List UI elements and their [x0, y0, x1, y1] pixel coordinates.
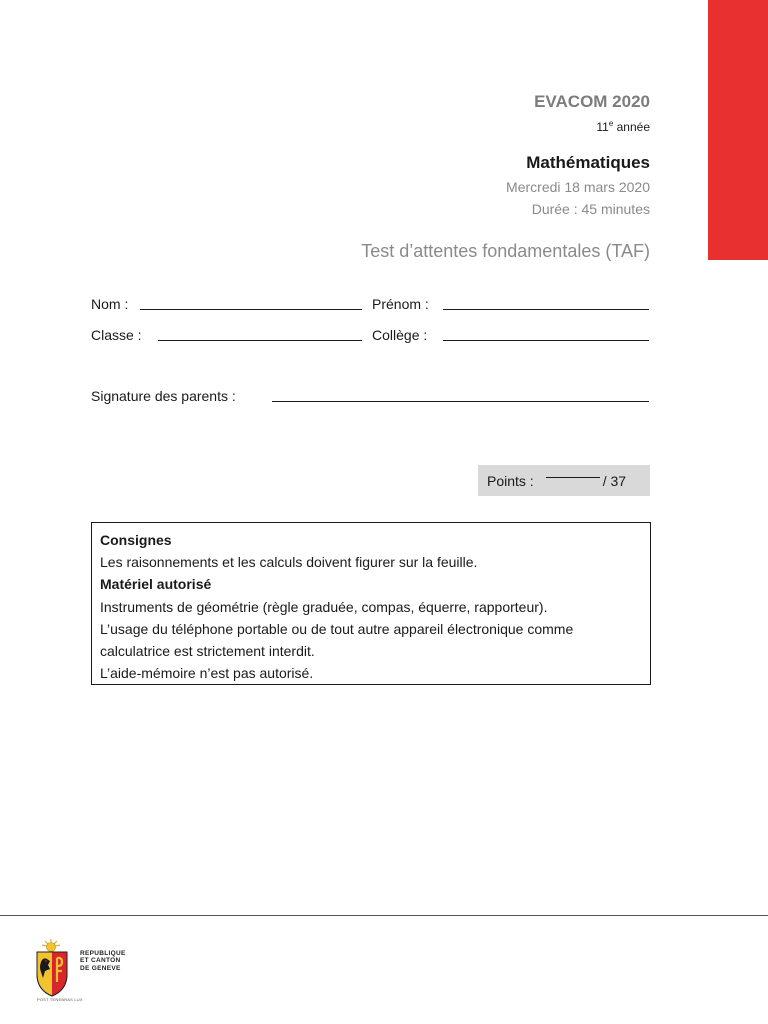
red-accent-tab	[708, 0, 768, 260]
prenom-line[interactable]	[443, 309, 649, 310]
college-label: Collège :	[372, 327, 428, 343]
nom-field[interactable]	[91, 296, 128, 312]
signature-field[interactable]	[91, 388, 236, 404]
logo-line: REPUBLIQUE	[80, 950, 126, 957]
instruction-line: calculatrice est strictement interdit.	[100, 643, 315, 660]
exam-title: EVACOM 2020	[534, 92, 650, 111]
logo-text	[80, 950, 126, 972]
instructions-heading: Consignes	[100, 532, 172, 548]
instruction-line: Instruments de géométrie (règle graduée, compas, équerre, rapporteur).	[100, 598, 548, 615]
college-field[interactable]	[372, 327, 427, 343]
classe-field[interactable]	[91, 327, 142, 343]
points-total: / 37	[602, 472, 627, 489]
exam-duration: Durée : 45 minutes	[531, 201, 650, 217]
grade-level	[596, 119, 650, 134]
logo-line: ET CANTON	[80, 957, 121, 965]
nom-label: Nom :	[91, 296, 129, 312]
logo-line: DE GENEVE	[80, 964, 121, 972]
subject-title: Mathématiques	[526, 153, 650, 172]
classe-label: Classe :	[91, 327, 142, 343]
instruction-line: L’aide-mémoire n’est pas autorisé.	[100, 665, 314, 682]
prenom-label: Prénom :	[372, 296, 429, 312]
logo-motto: POST TENEBRAS LUX	[37, 997, 83, 1002]
test-name: Test d’attentes fondamentales (TAF)	[361, 241, 650, 261]
exam-date: Mercredi 18 mars 2020	[506, 179, 650, 195]
footer-divider	[0, 915, 768, 916]
signature-label: Signature des parents :	[91, 388, 236, 404]
college-line[interactable]	[443, 340, 649, 341]
classe-line[interactable]	[158, 340, 362, 341]
grade-word: année	[613, 120, 650, 134]
signature-line[interactable]	[272, 401, 649, 402]
materials-heading: Matériel autorisé	[100, 576, 212, 593]
points-box	[478, 465, 650, 496]
instruction-line: Les raisonnements et les calculs doivent figurer sur la feuille.	[100, 554, 478, 571]
nom-line[interactable]	[140, 309, 362, 310]
points-label: Points :	[487, 472, 534, 489]
instructions-box	[91, 522, 651, 685]
instruction-line: L’usage du téléphone portable ou de tout autre appareil électronique comme	[100, 620, 574, 637]
grade-superscript: e	[608, 119, 614, 128]
points-blank[interactable]	[546, 477, 600, 478]
prenom-field[interactable]	[372, 296, 429, 312]
grade-number: 11	[596, 120, 609, 134]
